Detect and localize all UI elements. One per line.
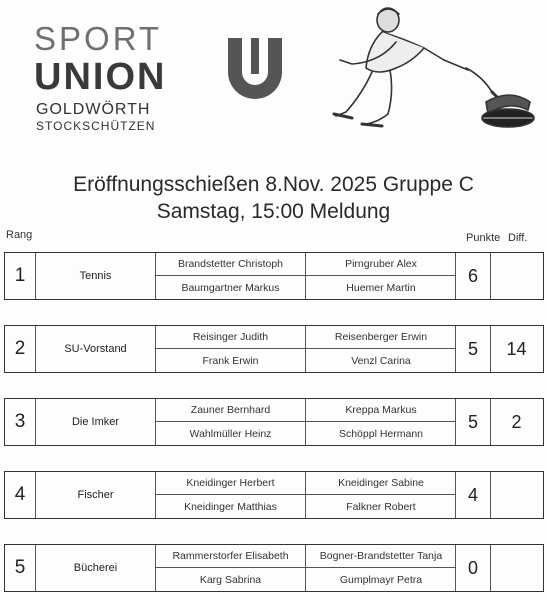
- diff-column-label: Diff.: [508, 232, 528, 244]
- player-name: Karg Sabrina: [156, 568, 306, 591]
- team-players: [156, 472, 456, 518]
- player-name: Huemer Martin: [346, 281, 416, 294]
- team-name: Die Imker: [36, 399, 156, 445]
- team-row: [4, 325, 544, 373]
- rank-column-label: Rang: [6, 229, 33, 241]
- points-column-label: Punkte: [466, 232, 501, 244]
- team-name: Bücherei: [36, 545, 156, 591]
- team-rank: 5: [5, 545, 36, 591]
- player-name: Frank Erwin: [156, 349, 306, 372]
- team-points: 5: [456, 326, 491, 372]
- player-name: Brandstetter Christoph: [156, 253, 306, 276]
- player-name: Reisinger Judith: [156, 326, 306, 349]
- team-diff: 2: [511, 411, 522, 432]
- tournament-subtitle: Samstag, 15:00 Meldung: [156, 200, 391, 223]
- player-name: Wahlmüller Heinz: [156, 422, 306, 445]
- team-name: SU-Vorstand: [36, 326, 156, 372]
- team-rank: 1: [5, 253, 36, 299]
- curler-illustration-icon: [332, 2, 542, 142]
- player-name: Bogner-Brandstetter Tanja: [306, 545, 456, 568]
- logo-stockschuetzen-text: STOCKSCHÜTZEN: [36, 119, 156, 133]
- player-name: Rammerstorfer Elisabeth: [156, 545, 306, 568]
- team-diff: 14: [506, 338, 527, 359]
- team-points: 5: [456, 399, 491, 445]
- union-u-emblem-icon: [224, 34, 286, 106]
- player-name: Baumgartner Markus: [156, 276, 306, 299]
- team-diff: [491, 545, 542, 591]
- team-points: 0: [456, 545, 491, 591]
- team-name: Fischer: [36, 472, 156, 518]
- player-name: Kneidinger Sabine: [306, 472, 456, 495]
- team-row: [4, 252, 544, 300]
- player-name: Pirngruber Alex: [306, 253, 456, 276]
- player-name: Schöppl Hermann: [338, 427, 424, 440]
- logo-goldwoerth-text: GOLDWÖRTH: [36, 101, 151, 118]
- player-name: Reisenberger Erwin: [306, 326, 456, 349]
- player-name: Venzl Carina: [351, 354, 411, 367]
- team-points: 4: [456, 472, 491, 518]
- tournament-title: Eröffnungsschießen 8.Nov. 2025 Gruppe C: [73, 173, 474, 196]
- team-row: [4, 471, 544, 519]
- team-row: [4, 544, 544, 592]
- team-players: [156, 399, 456, 445]
- team-points: 6: [456, 253, 491, 299]
- team-name: Tennis: [36, 253, 156, 299]
- team-rank: 4: [5, 472, 36, 518]
- team-row: [4, 398, 544, 446]
- team-diff: [491, 472, 542, 518]
- logo-sport-text: SPORT: [34, 20, 163, 57]
- team-players: [156, 326, 456, 372]
- player-name: Falkner Robert: [346, 500, 416, 513]
- player-name: Kreppa Markus: [306, 399, 456, 422]
- team-rank: 2: [5, 326, 36, 372]
- team-players: [156, 253, 456, 299]
- player-name: Kneidinger Matthias: [156, 495, 306, 518]
- team-rank: 3: [5, 399, 36, 445]
- player-name: Gumplmayr Petra: [339, 573, 423, 586]
- team-players: [156, 545, 456, 591]
- player-name: Zauner Bernhard: [156, 399, 306, 422]
- player-name: Kneidinger Herbert: [156, 472, 306, 495]
- team-diff: [491, 253, 542, 299]
- logo-union-text: UNION: [34, 56, 167, 98]
